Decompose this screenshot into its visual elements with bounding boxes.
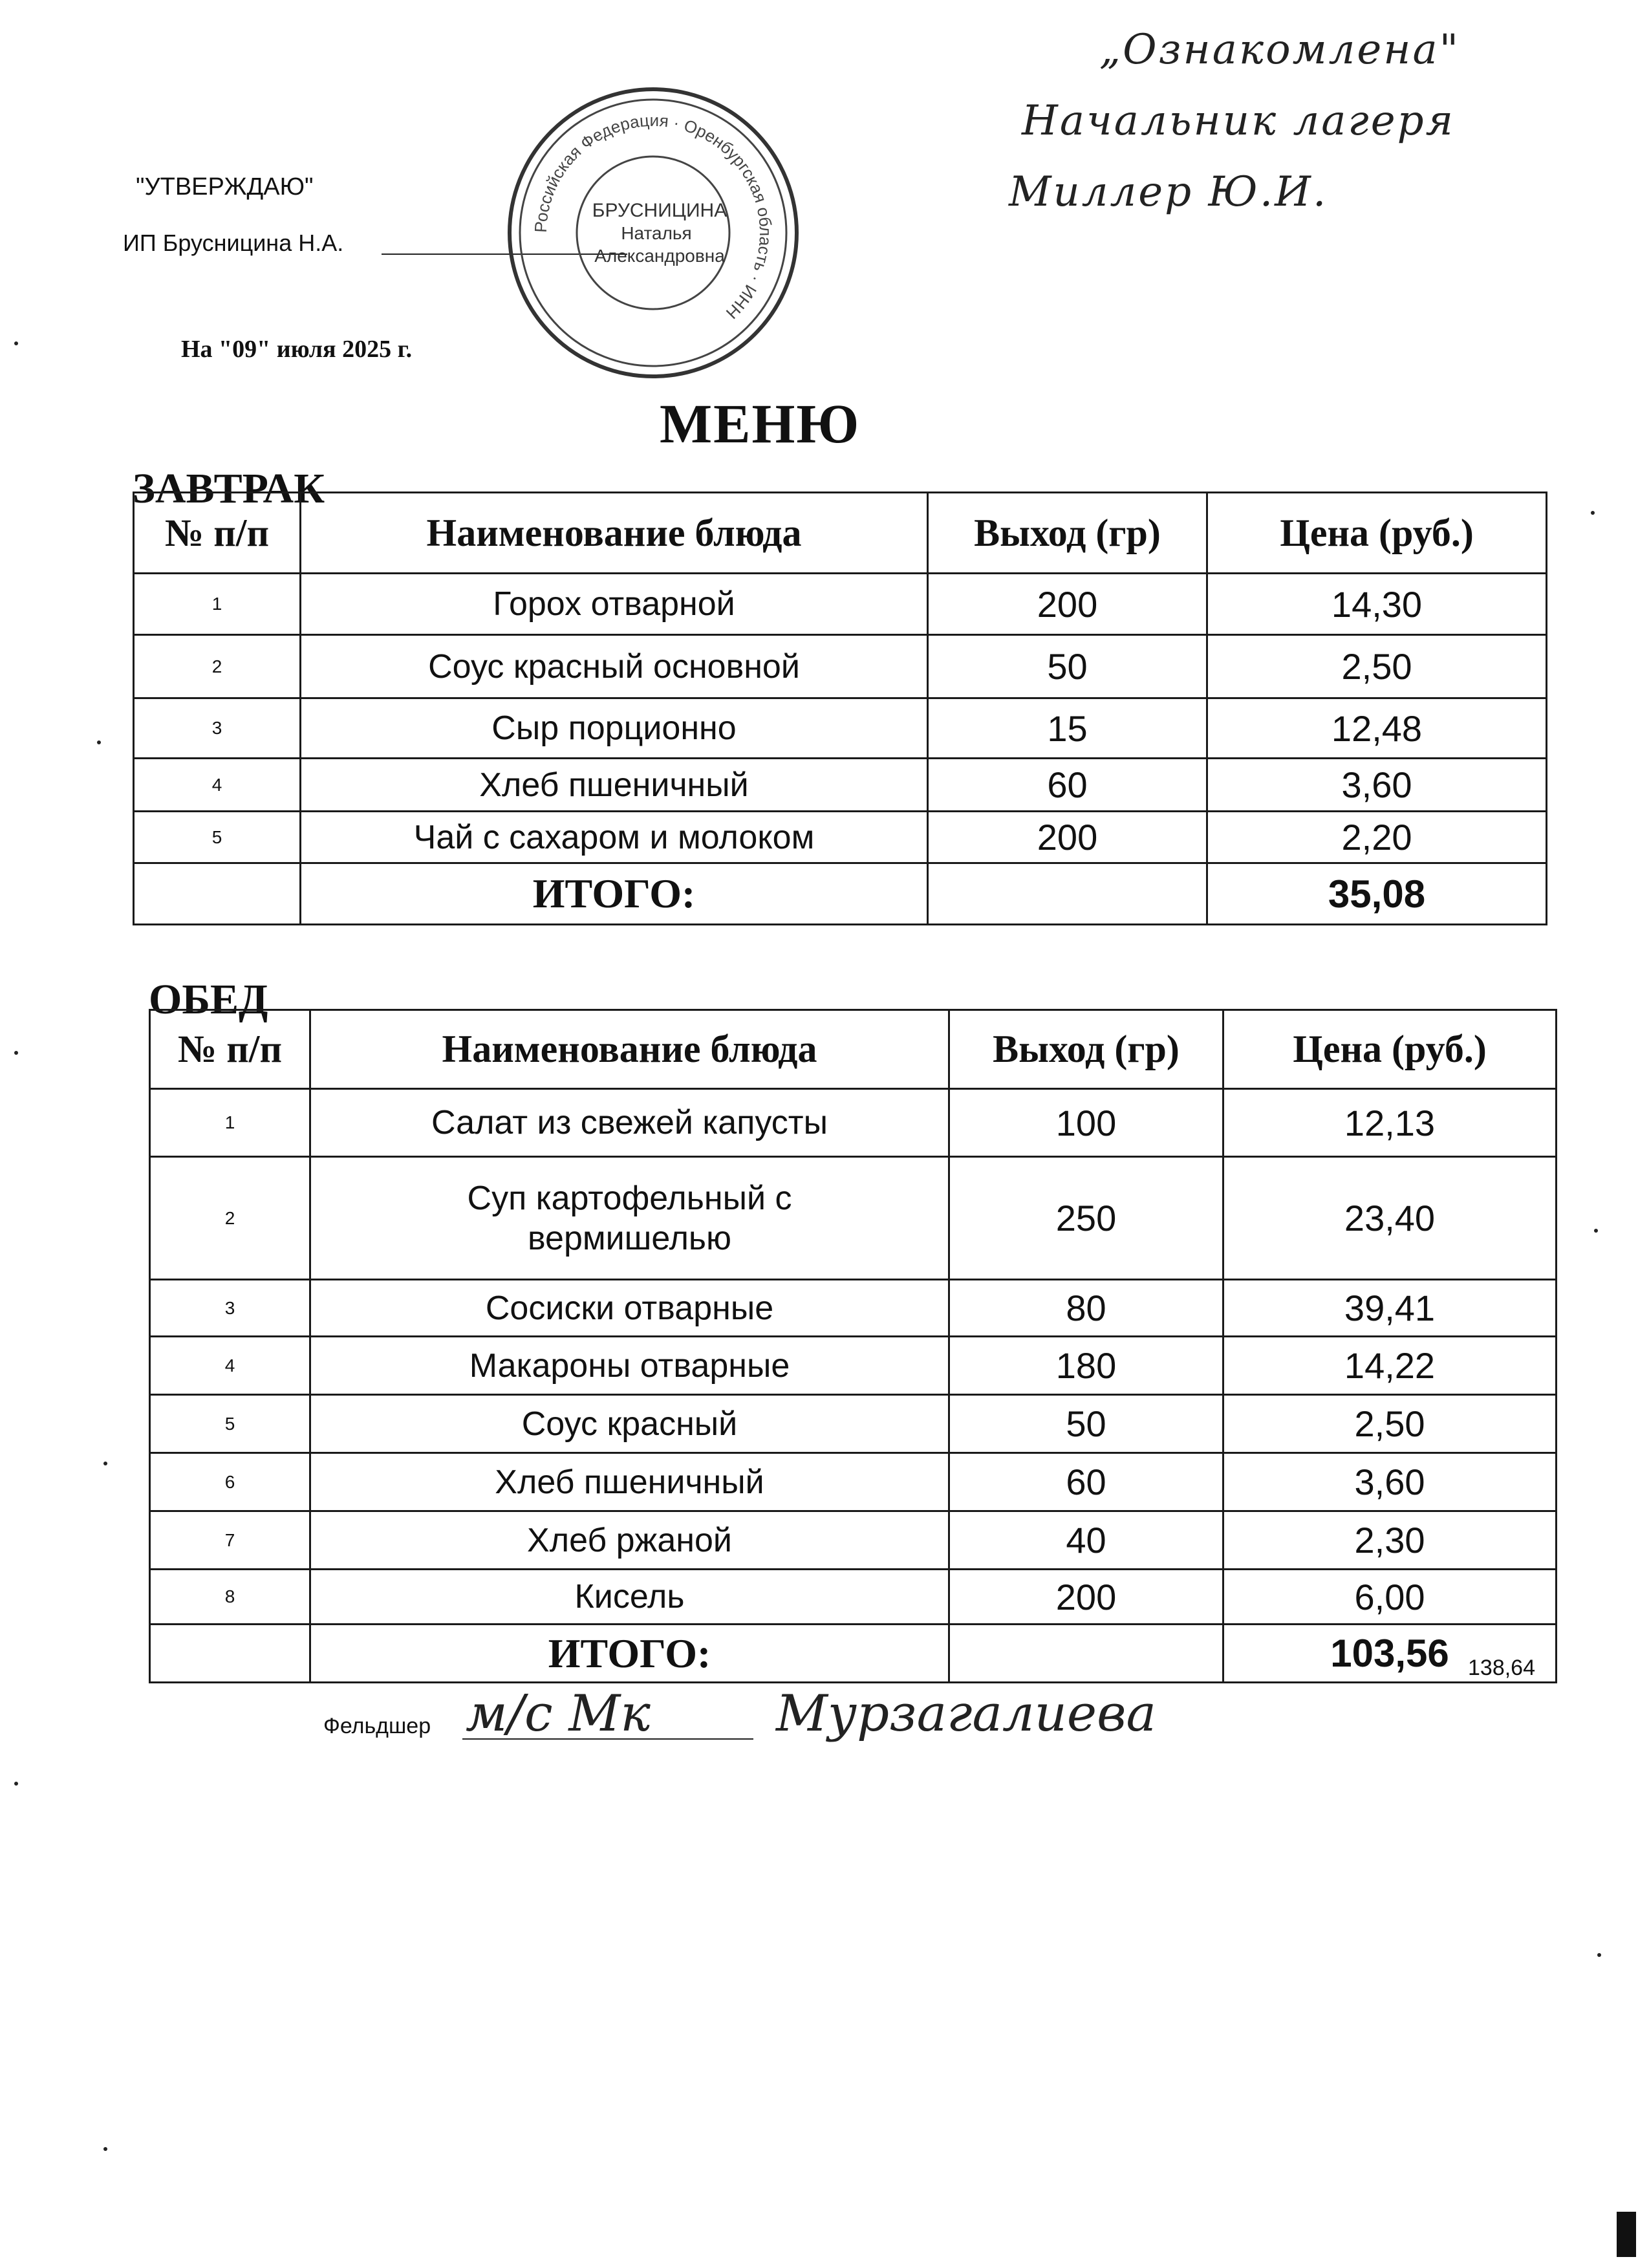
row-num: 3 [150, 1280, 310, 1337]
handwritten-position: Начальник лагеря [1022, 97, 1455, 145]
dish-price: 12,13 [1223, 1089, 1557, 1157]
dish-weight: 60 [928, 759, 1207, 812]
dish-weight: 15 [928, 698, 1207, 759]
row-num: 7 [150, 1511, 310, 1570]
stamp-line-3: Александровна [594, 246, 725, 266]
dish-weight: 180 [949, 1337, 1223, 1395]
dish-name: Макароны отварные [310, 1337, 949, 1395]
approval-label: "УТВЕРЖДАЮ" [136, 173, 314, 200]
dish-price: 14,22 [1223, 1337, 1557, 1395]
table-row [134, 812, 1547, 863]
row-num: 8 [150, 1570, 310, 1625]
dish-name: Горох отварной [301, 574, 928, 635]
row-num: 1 [134, 574, 301, 635]
medic-surname: Мурзагалиева [776, 1685, 1156, 1743]
scan-speck [1594, 1229, 1598, 1233]
stamp-ring-text: Российская Федерация · Оренбургская область · ИНН [530, 110, 776, 323]
row-num: 1 [150, 1089, 310, 1157]
dish-weight: 200 [949, 1570, 1223, 1625]
dish-price: 2,20 [1207, 812, 1547, 863]
table-row [150, 1157, 1557, 1280]
table-row [134, 759, 1547, 812]
scan-speck [14, 341, 18, 345]
grand-total: 138,64 [1468, 1656, 1535, 1680]
page-title: МЕНЮ [660, 393, 861, 455]
dish-weight: 200 [928, 574, 1207, 635]
table-header-row [134, 493, 1547, 574]
table-row [134, 698, 1547, 759]
row-num: 2 [150, 1157, 310, 1280]
dish-weight: 50 [928, 635, 1207, 698]
table-row [150, 1395, 1557, 1453]
header-name: Наименование блюда [310, 1010, 949, 1089]
dish-weight: 250 [949, 1157, 1223, 1280]
header-price: Цена (руб.) [1207, 493, 1547, 574]
dish-price: 39,41 [1223, 1280, 1557, 1337]
header-weight: Выход (гр) [949, 1010, 1223, 1089]
row-num: 3 [134, 698, 301, 759]
medic-signature: м/с Мк [466, 1685, 651, 1743]
dish-weight: 200 [928, 812, 1207, 863]
dish-weight: 40 [949, 1511, 1223, 1570]
dish-price: 3,60 [1207, 759, 1547, 812]
dish-price: 2,50 [1207, 635, 1547, 698]
dish-price: 3,60 [1223, 1453, 1557, 1511]
dish-price: 6,00 [1223, 1570, 1557, 1625]
dish-name: Хлеб пшеничный [310, 1453, 949, 1511]
dish-name: Чай с сахаром и молоком [301, 812, 928, 863]
table-row [134, 635, 1547, 698]
scan-speck [1597, 1953, 1601, 1957]
dish-price: 14,30 [1207, 574, 1547, 635]
header-name: Наименование блюда [301, 493, 928, 574]
header-weight: Выход (гр) [928, 493, 1207, 574]
stamp-line-2: Наталья [621, 223, 692, 243]
scan-speck [103, 1462, 107, 1465]
medic-label: Фельдшер [323, 1714, 431, 1738]
dish-name: Суп картофельный с вермишелью [310, 1157, 949, 1280]
table-row [150, 1570, 1557, 1625]
scan-speck [103, 2147, 107, 2151]
dish-name: Салат из свежей капусты [310, 1089, 949, 1157]
table-header-row [150, 1010, 1557, 1089]
total-row [150, 1625, 1557, 1683]
menu-date: На "09" июля 2025 г. [181, 336, 413, 363]
approver-name: ИП Брусницина Н.А. [123, 230, 344, 256]
scan-speck [1591, 511, 1595, 515]
row-num: 4 [134, 759, 301, 812]
header-num: № п/п [134, 493, 301, 574]
row-num: 4 [150, 1337, 310, 1395]
dish-weight: 80 [949, 1280, 1223, 1337]
row-num: 2 [134, 635, 301, 698]
dish-name: Сосиски отварные [310, 1280, 949, 1337]
total-label: ИТОГО: [310, 1625, 949, 1683]
row-num: 5 [150, 1395, 310, 1453]
lunch-title: ОБЕД [149, 976, 268, 1023]
dish-price: 23,40 [1223, 1157, 1557, 1280]
dish-name: Соус красный основной [301, 635, 928, 698]
dish-name: Соус красный [310, 1395, 949, 1453]
scan-speck [14, 1051, 18, 1055]
breakfast-table [133, 491, 1547, 925]
table-row [150, 1337, 1557, 1395]
scan-speck [14, 1782, 18, 1786]
dish-weight: 100 [949, 1089, 1223, 1157]
table-row [150, 1453, 1557, 1511]
breakfast-title: ЗАВТРАК [133, 465, 325, 512]
stamp-line-1: БРУСНИЦИНА [592, 200, 727, 221]
table-row [150, 1089, 1557, 1157]
handwritten-name: Миллер Ю.И. [1009, 168, 1328, 216]
header-price: Цена (руб.) [1223, 1010, 1557, 1089]
dish-price: 2,30 [1223, 1511, 1557, 1570]
row-num: 5 [134, 812, 301, 863]
dish-name: Хлеб пшеничный [301, 759, 928, 812]
breakfast-total: 35,08 [1207, 863, 1547, 925]
total-label: ИТОГО: [301, 863, 928, 925]
dish-price: 12,48 [1207, 698, 1547, 759]
dish-name: Хлеб ржаной [310, 1511, 949, 1570]
lunch-total: 103,56 [1223, 1625, 1557, 1683]
dish-name: Кисель [310, 1570, 949, 1625]
handwritten-acknowledged: „Ознакомлена" [1099, 26, 1461, 74]
dish-price: 2,50 [1223, 1395, 1557, 1453]
lunch-table [149, 1009, 1557, 1683]
table-row [134, 574, 1547, 635]
dish-weight: 50 [949, 1395, 1223, 1453]
company-stamp [504, 84, 802, 382]
row-num: 6 [150, 1453, 310, 1511]
table-row [150, 1511, 1557, 1570]
scan-edge-mark [1617, 2212, 1636, 2257]
dish-weight: 60 [949, 1453, 1223, 1511]
scan-speck [97, 740, 101, 744]
dish-name: Сыр порционно [301, 698, 928, 759]
table-row [150, 1280, 1557, 1337]
total-row [134, 863, 1547, 925]
header-num: № п/п [150, 1010, 310, 1089]
